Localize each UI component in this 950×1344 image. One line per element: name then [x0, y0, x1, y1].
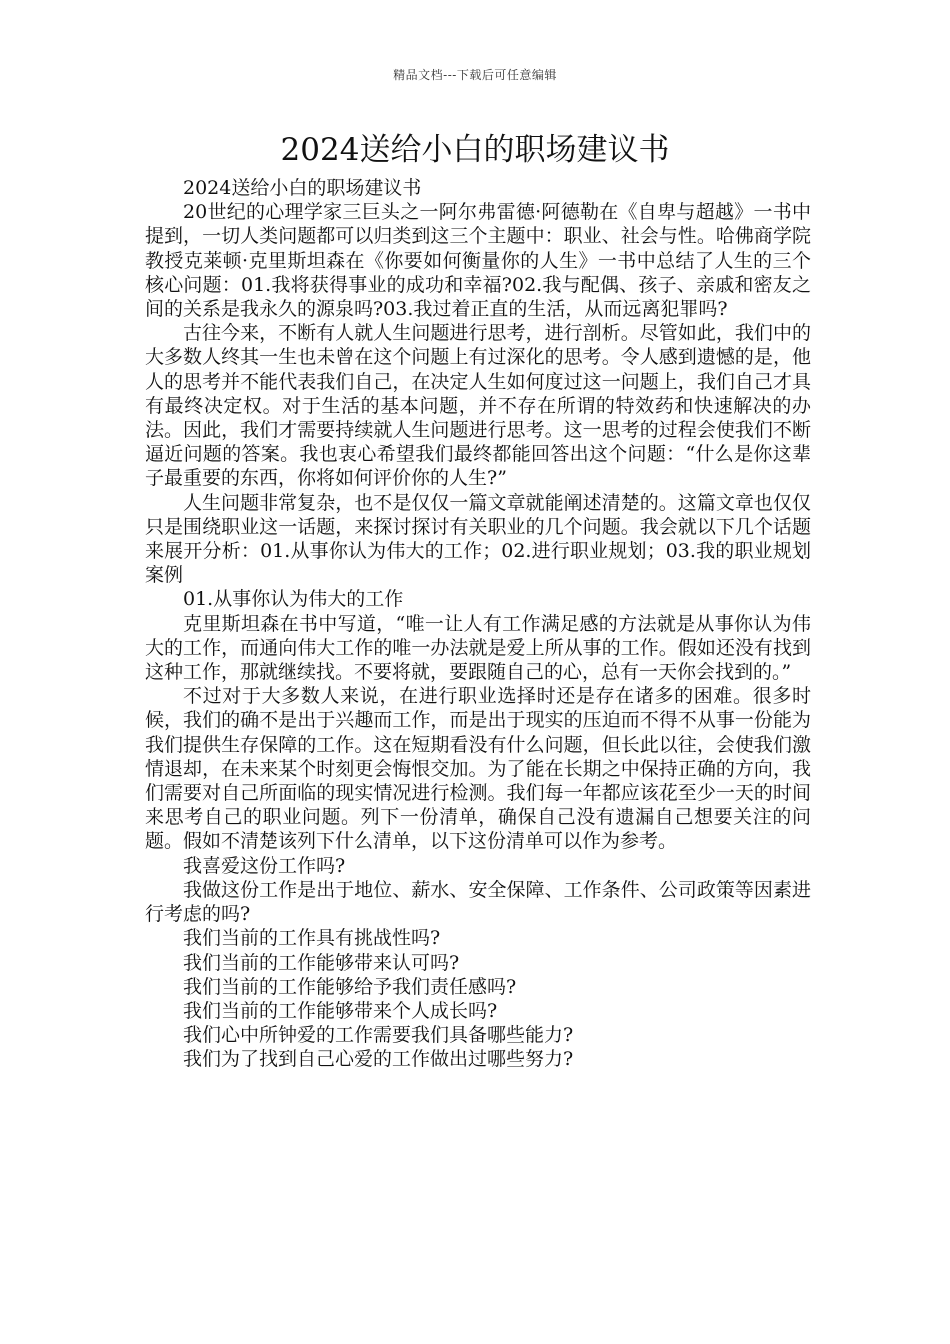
checklist-item: 我们心中所钟爱的工作需要我们具备哪些能力?: [183, 1024, 574, 1047]
document-title: 2024送给小白的职场建议书: [280, 132, 670, 168]
subtitle-paragraph: 2024送给小白的职场建议书: [183, 177, 422, 199]
header-note: 精品文档---下载后可任意编辑: [393, 68, 557, 82]
body-paragraph: 克里斯坦森在书中写道，“唯一让人有工作满足感的方法就是从事你认为伟大的工作，而通向伟大工作的唯一办法就是爱上所从事的工作。假如还没有找到这种工作，那就继续找。不要将就，要跟随自己的心，总有一天你会找到的。”: [145, 612, 811, 684]
checklist-item: 我们为了找到自己心爱的工作做出过哪些努力?: [183, 1048, 574, 1071]
checklist-item: 我喜爱这份工作吗?: [183, 854, 346, 877]
section-heading: 01.从事你认为伟大的工作: [183, 588, 404, 611]
document-body: [145, 176, 811, 1072]
checklist-item: 我们当前的工作能够带来个人成长吗?: [183, 999, 498, 1022]
body-paragraph: 古往今来，不断有人就人生问题进行思考，进行剖析。尽管如此，我们中的大多数人终其一生也未曾在这个问题上有过深化的思考。令人感到遗憾的是，他人的思考并不能代表我们自己，在决定人生如何度过这一问题上，我们自己才具有最终决定权。对于生活的基本问题，并不存在所谓的特效药和快速解决的办法。因此，我们才需要持续就人生问题进行思考。这一思考的过程会使我们不断逼近问题的答案。我也衷心希望我们最终都能回答出这个问题：“什么是你这辈子最重要的东西，你将如何评价你的人生?”: [145, 322, 811, 490]
checklist-item: 我们当前的工作具有挑战性吗?: [183, 927, 441, 950]
checklist-item: 我们当前的工作能够带来认可吗?: [183, 951, 460, 974]
checklist-item: 我做这份工作是出于地位、薪水、安全保障、工作条件、公司政策等因素进行考虑的吗?: [145, 878, 811, 926]
body-paragraph: 人生问题非常复杂，也不是仅仅一篇文章就能阐述清楚的。这篇文章也仅仅只是围绕职业这一话题，来探讨探讨有关职业的几个问题。我会就以下几个话题来展开分析：01.从事你认为伟大的工作；02.进行职业规划；03.我的职业规划案例: [145, 491, 811, 587]
body-paragraph: 不过对于大多数人来说，在进行职业选择时还是存在诸多的困难。很多时候，我们的确不是出于兴趣而工作，而是出于现实的压迫而不得不从事一份能为我们提供生存保障的工作。这在短期看没有什么问题，但长此以往，会使我们激情退却，在未来某个时刻更会悔恨交加。为了能在长期之中保持正确的方向，我们需要对自己所面临的现实情况进行检测。我们每一年都应该花至少一天的时间来思考自己的职业问题。列下一份清单，确保自己没有遗漏自己想要关注的问题。假如不清楚该列下什么清单，以下这份清单可以作为参考。: [145, 685, 811, 853]
body-paragraph: 20世纪的心理学家三巨头之一阿尔弗雷德·阿德勒在《自卑与超越》一书中提到，一切人类问题都可以归类到这三个主题中：职业、社会与性。哈佛商学院教授克莱顿·克里斯坦森在《你要如何衡量你的人生》一书中总结了人生的三个核心问题：01.我将获得事业的成功和幸福?02.我与配偶、孩子、亲戚和密友之间的关系是我永久的源泉吗?03.我过着正直的生活，从而远离犯罪吗?: [145, 201, 811, 321]
checklist-item: 我们当前的工作能够给予我们责任感吗?: [183, 975, 517, 998]
